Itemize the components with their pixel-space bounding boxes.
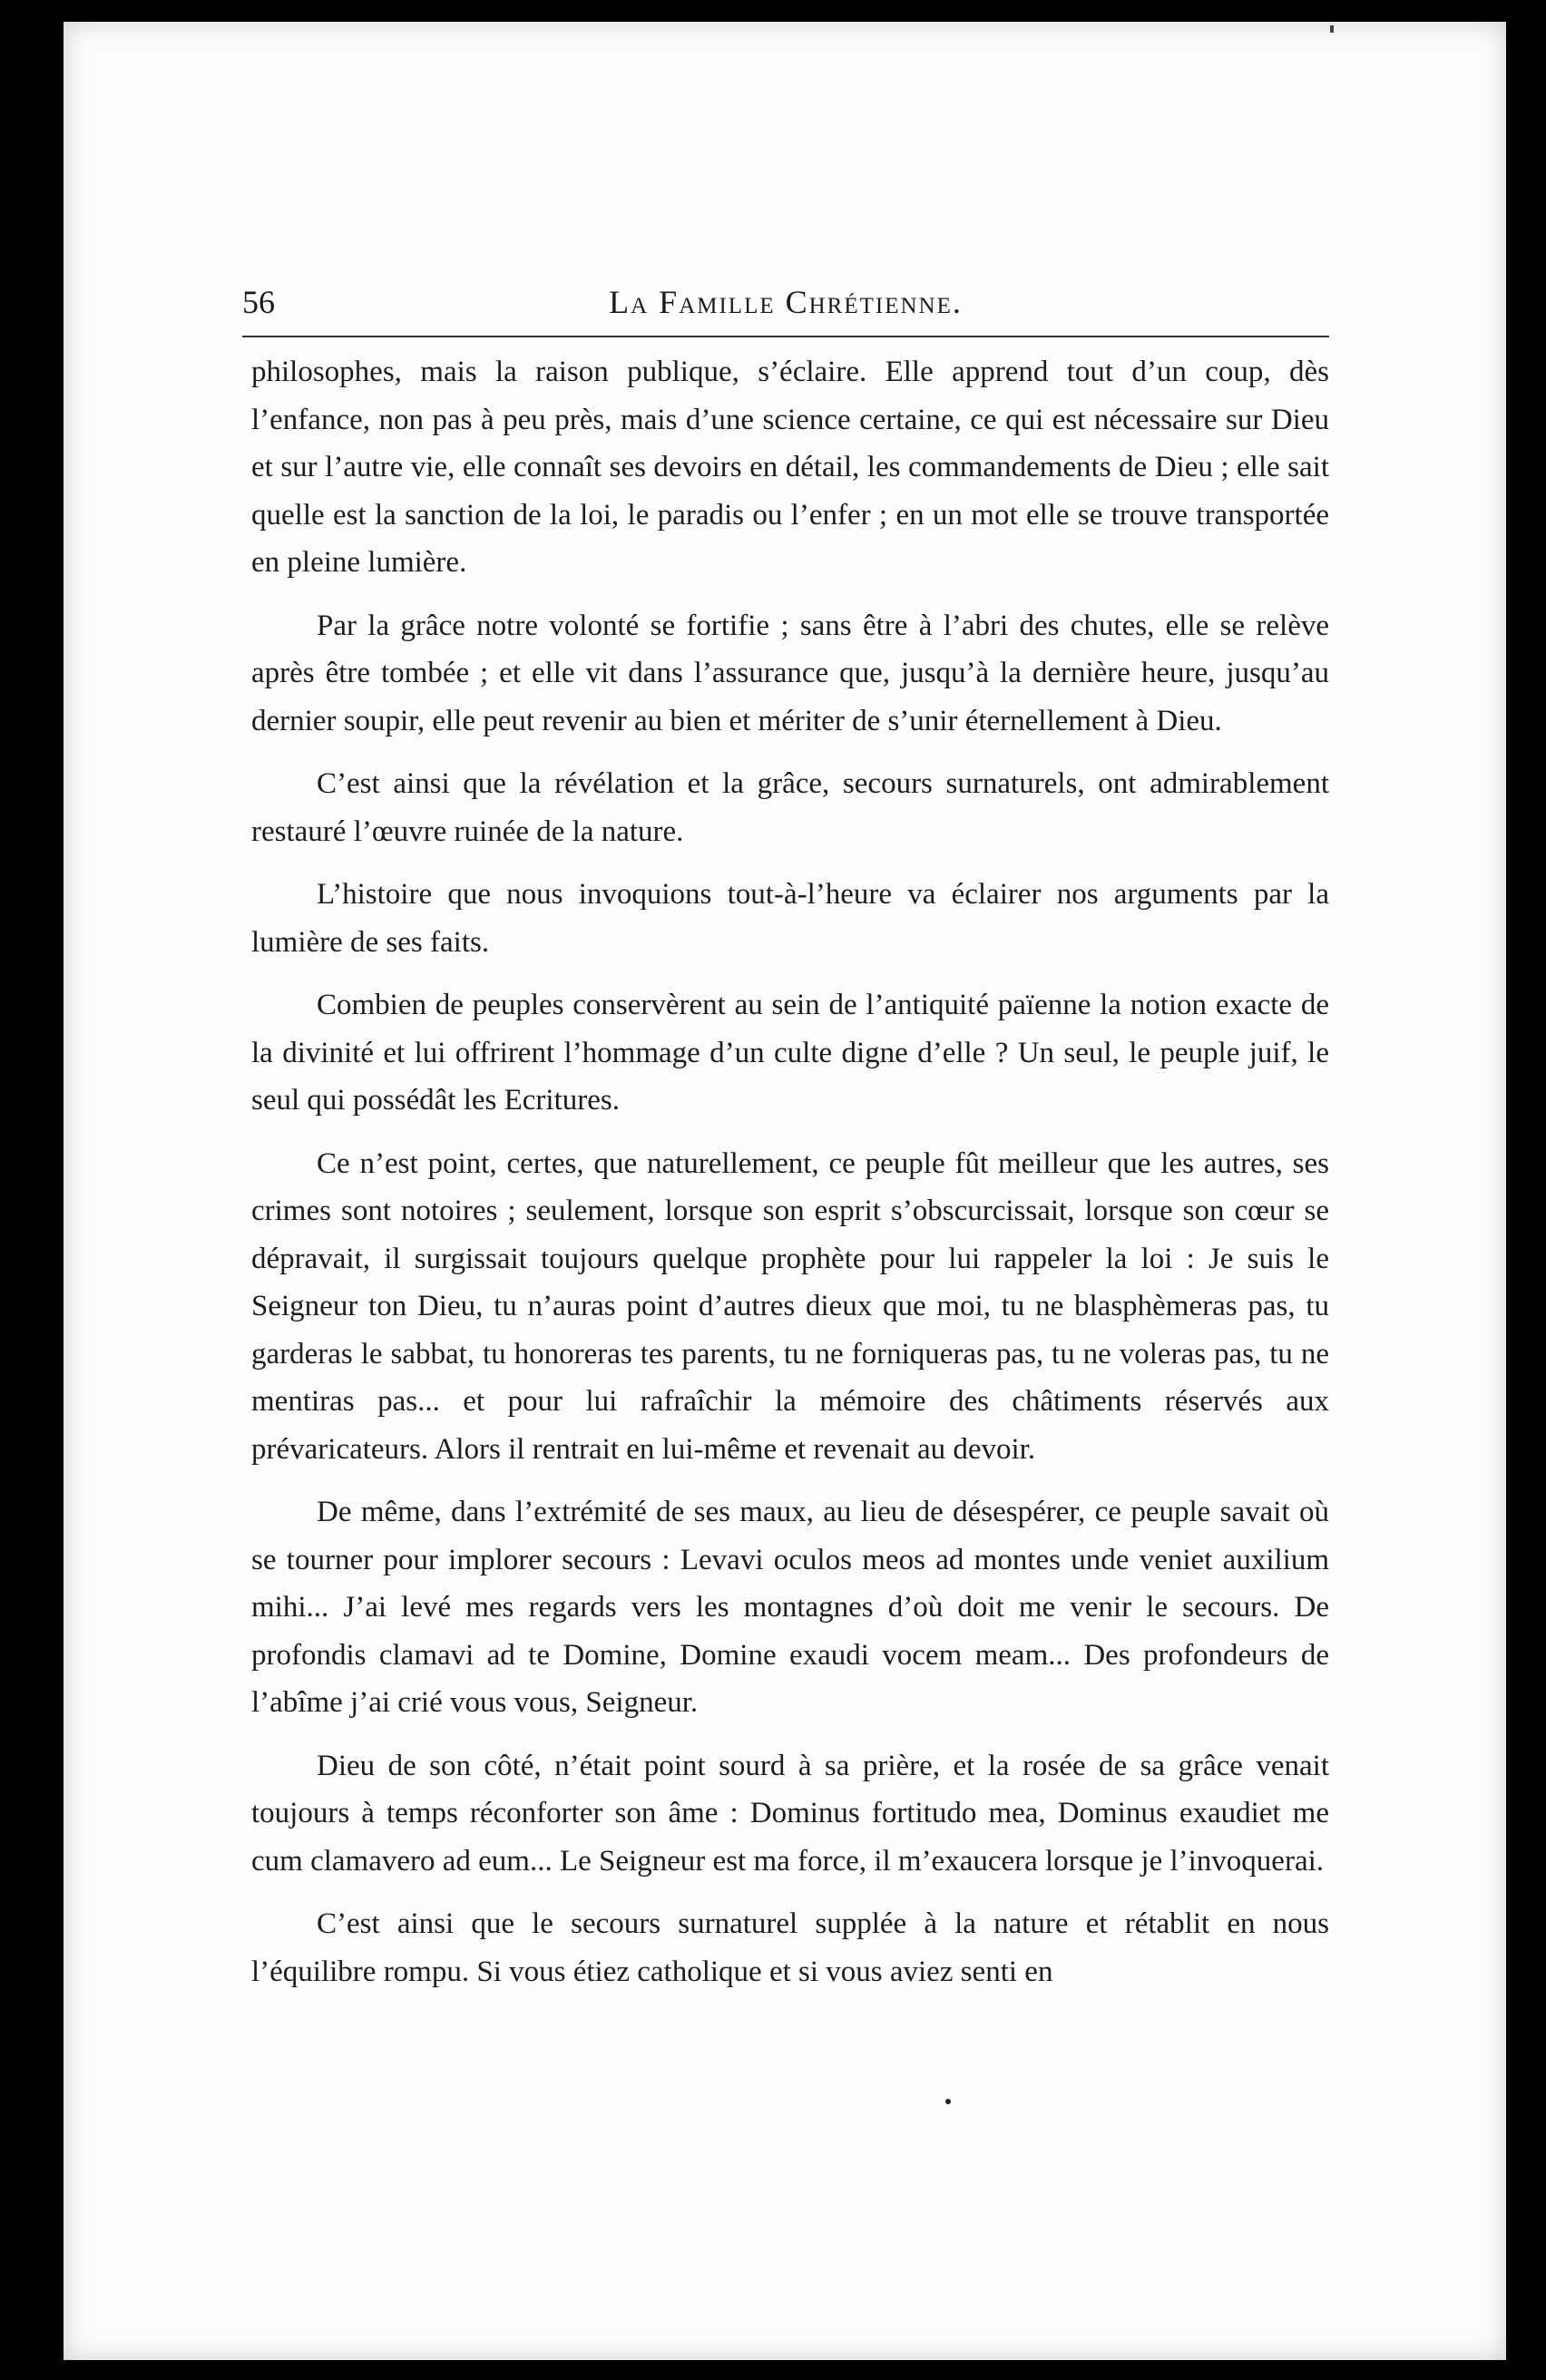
page-number: 56 [242, 284, 275, 320]
paragraph: L’histoire que nous invoquions tout-à-l’heure va éclairer nos arguments par la lumière de ses faits. [251, 878, 1329, 959]
paragraph: Par la grâce notre volonté se fortifie ; sans être à l’abri des chutes, elle se relève après être tombée ; et elle vit dans l’assurance que, jusqu’à la dernière heure, jusqu’au dernier soupir, elle peut revenir au bien et mériter de s’unir éternellement à Dieu. [251, 609, 1329, 737]
paragraph: C’est ainsi que le secours surnaturel supplée à la nature et rétablit en nous l’équilibre rompu. Si vous étiez catholique et si vous aviez senti en [251, 1907, 1329, 1988]
ink-speck [945, 2099, 951, 2104]
paragraph: Ce n’est point, certes, que naturellement, ce peuple fût meilleur que les autres, ses crimes sont notoires ; seulement, lorsque son esprit s’obscurcissait, lorsque son cœur se dépravait, il surgissait toujours quelque prophète pour lui rappeler la loi : Je suis le Seigneur ton Dieu, tu n’auras point d’autres dieux que moi, tu ne blasphèmeras pas, tu garderas le sabbat, tu honoreras tes parents, tu ne forniqueras pas, tu ne voleras pas, tu ne mentiras pas... et pour lui rafraîchir la mémoire des châtiments réservés aux prévaricateurs. Alors il rentrait en lui-même et revenait au devoir. [251, 1146, 1329, 1466]
header-rule [242, 336, 1329, 337]
paragraph: C’est ainsi que la révélation et la grâce, secours surnaturels, ont admirablement restauré l’œuvre ruinée de la nature. [251, 767, 1329, 848]
page-header [242, 283, 1329, 323]
paragraph: Dieu de son côté, n’était point sourd à sa prière, et la rosée de sa grâce venait toujours à temps réconforter son âme : Dominus fortitudo mea, Dominus exaudiet me cum clamavero ad eum... Le Seigneur est ma force, il m’exaucera lorsque je l’invoquerai. [251, 1749, 1329, 1878]
paragraph: De même, dans l’extrémité de ses maux, au lieu de désespérer, ce peuple savait où se tourner pour implorer secours : Levavi oculos meos ad montes unde veniet auxilium mihi... J’ai levé mes regards vers les montagnes d’où doit me venir le secours. De profondis clamavi ad te Domine, Domine exaudi vocem meam... Des profondeurs de l’abîme j’ai crié vous vous, Seigneur. [251, 1496, 1329, 1719]
running-title: La Famille Chrétienne. [609, 284, 963, 320]
body-text [251, 348, 1329, 2011]
paragraph: Combien de peuples conservèrent au sein de l’antiquité païenne la notion exacte de la divinité et lui offrirent l’hommage d’un culte digne d’elle ? Un seul, le peuple juif, le seul qui possédât les Ecritures. [251, 989, 1329, 1117]
paragraph: philosophes, mais la raison publique, s’éclaire. Elle apprend tout d’un coup, dès l’enfance, non pas à peu près, mais d’une science certaine, ce qui est nécessaire sur Dieu et sur l’autre vie, elle connaît ses devoirs en détail, les commandements de Dieu ; elle sait quelle est la sanction de la loi, le paradis ou l’enfer ; en un mot elle se trouve transportée en pleine lumière. [251, 356, 1329, 579]
scan-mark [1330, 25, 1334, 33]
